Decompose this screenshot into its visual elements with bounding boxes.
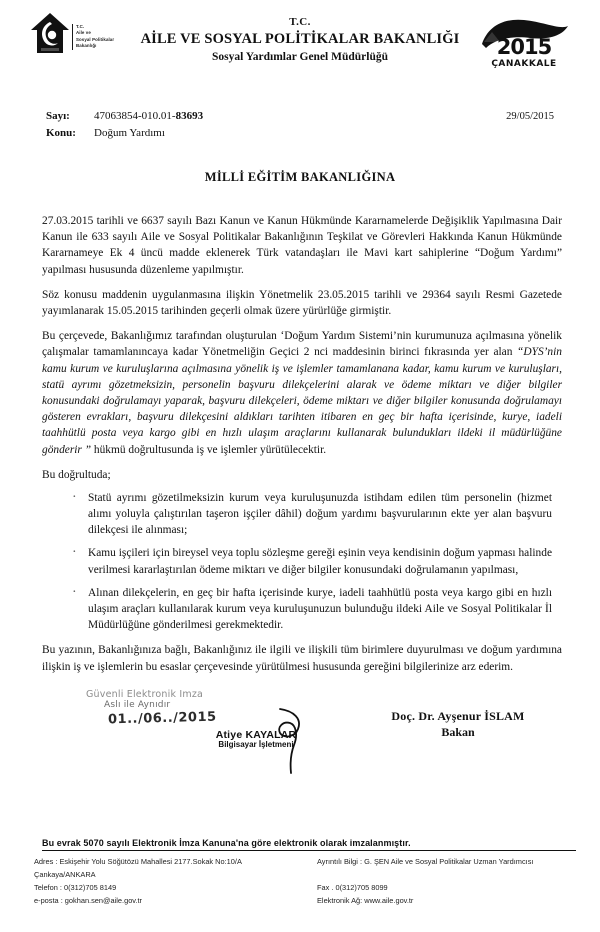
svg-text:ÇANAKKALE: ÇANAKKALE <box>491 59 557 69</box>
document-date: 29/05/2015 <box>506 111 554 122</box>
footer-fax-line: Fax . 0(312)705 8099 <box>317 882 388 892</box>
republic-label: T.C. <box>289 16 311 28</box>
esignature-notice: Bu evrak 5070 sayılı Elektronik İmza Kanuna'na göre elektronik olarak imzalanmıştır. <box>42 838 576 851</box>
list-item: · Alınan dilekçelerin, en geç bir hafta içerisinde kurye, iadeli taahhütlü posta veya kargo gibi en hızlı ulaşım araçları kullanılarak kurum veya kuruluşunuzun bulunduğu ildeki Aile ve Sosyal Politikalar İl Müdürlüğüne gönderilmesi gerekmektedir. <box>88 585 552 634</box>
footer-email-line: e-posta : gokhan.sen@aile.gov.tr <box>34 895 143 905</box>
paragraph-1: 27.03.2015 tarihli ve 6637 sayılı Bazı Kanun ve Kanun Hükmünde Kararnamelerde Değişiklik Yapılmasına Dair Kanun ile 633 sayılı Aile ve Sosyal Politikalar Bakanlığının Teşkilat ve Görevleri Hakkında Kanun Hükmünde Kararnameye Ek 4 üncü madde eklenerek Türk vatandaşları ile Mavi kart sahiplerine “Doğum Yardımı” yapılması hususunda düzenleme yapılmıştır. <box>42 215 562 276</box>
crest-line-3: Sosyal Politikalar <box>76 36 115 42</box>
stamp-handwritten-date: 01../06../2015 <box>107 709 217 728</box>
sayi-value <box>94 108 203 125</box>
ministry-crest <box>30 12 120 60</box>
sayi-row <box>46 108 554 125</box>
svg-text:2015: 2015 <box>496 35 552 59</box>
crest-line-2: Aile ve <box>76 30 91 36</box>
canakkale-2015-logo <box>474 14 574 70</box>
paragraph-3-tail: hükmü doğrultusunda iş ve işlemler yürütülecektir. <box>91 443 327 456</box>
footer-contact-info-line: Ayrıntılı Bilgi : G. ŞEN Aile ve Sosyal Politikalar Uzman Yardımcısı <box>317 857 534 866</box>
document-footer <box>34 856 586 908</box>
document-meta <box>46 108 554 142</box>
footer-right-column <box>303 856 586 908</box>
stamp-line-2: Aslı ile Aynıdır <box>104 699 171 710</box>
paragraph-3 <box>42 328 562 458</box>
crest-line-1: T.C. <box>76 24 85 29</box>
stamp-line-1: Güvenli Elektronik İmza <box>86 688 204 700</box>
sayi-label: Sayı: <box>46 110 70 122</box>
clerk-title: Bilgisayar İşletmeni <box>218 739 294 749</box>
paragraph-3-lead: Bu çerçevede, Bakanlığımız tarafından oluşturulan ‘Doğum Yardım Sistemi’nin kurumunuza açılmasına yönelik çalışmalar tamamlanıncaya kadar Yönetmeliğin Geçici 2 nci maddesinin birinci fıkrasında yer alan <box>42 330 562 359</box>
canakkale-emblem-icon <box>474 14 574 70</box>
sayi-suffix: 83693 <box>175 110 204 122</box>
paragraph-4: Bu doğrultuda; <box>42 468 111 481</box>
konu-value: Doğum Yardımı <box>94 127 165 140</box>
crest-text <box>72 24 114 50</box>
konu-label: Konu: <box>46 127 76 140</box>
instruction-list <box>88 490 552 634</box>
crest-line-4: Bakanlığı <box>76 43 97 49</box>
paragraph-5: Bu yazının, Bakanlığınıza bağlı, Bakanlığınız ile ilgili ve ilişkili tüm birimlere duyurulması ve doğum yardımına ilişkin iş ve işlemlerin bu esaslar çerçevesinde yürütülmesi hususunda gereğini bilgilerinize arz ederim. <box>42 644 562 673</box>
footer-left-column <box>34 856 303 908</box>
certification-stamp <box>86 689 217 726</box>
regulation-quote: “DYS’nin kamu kurum ve kuruluşlarına açılmasına yönelik iş ve işlemler tamamlanana kadar, kamu kurum ve kuruluşları, statü ayrımı gözetmeksizin, personelin başvuru dilekçelerini alarak ve ödeme miktarı ve diğer bilgiler konusundaki doğrulamayı yaparak, başvuru dilekçeleri, ödeme miktarı ve diğer bilgiler konusunda doğrulamayı gösteren evrakları, başvuru dilekçesini aldıkları tarihten itibaren en geç bir hafta içerisinde, kurye, iadeli taahhütlü posta veya kargo gibi en hızlı ulaşım araçlarını kullanarak bulundukları ildeki il müdürlüğüne gönderir ” <box>42 346 562 456</box>
footer-phone-line: Telefon : 0(312)705 8149 <box>34 882 117 892</box>
sayi-prefix: 47063854-010.01- <box>94 110 176 122</box>
signature-zone <box>0 689 600 775</box>
footer-spacer-line <box>317 869 586 882</box>
document-body <box>42 213 562 675</box>
footer-address-line: Adres : Eskişehir Yolu Söğütözü Mahallesi 2177.Sokak No:10/A <box>34 857 242 866</box>
crest-emblem-icon <box>30 12 70 54</box>
clerk-name: Atiye KAYALAR <box>215 728 297 741</box>
footer-web-line: Elektronik Ağ: www.aile.gov.tr <box>317 895 414 905</box>
clerk-block <box>196 729 316 749</box>
list-item: · Kamu işçileri için bireysel veya toplu sözleşme gereği eşinin veya kendisinin doğum yapması halinde verilmesi kararlaştırılan ödeme miktarı ve diğer bilgiler konusundaki doğrulamanın yapılması, <box>88 545 552 577</box>
paragraph-2: Söz konusu maddenin uygulanmasına ilişkin Yönetmelik 23.05.2015 tarihli ve 29364 sayılı Resmi Gazetede yayımlanarak 15.05.2015 tarihinden geçerli olmak üzere yürürlüğe girmiştir. <box>42 288 562 318</box>
addressee-heading: MİLLİ EĞİTİM BAKANLIĞINA <box>204 170 396 185</box>
ministry-name: AİLE VE SOSYAL POLİTİKALAR BAKANLIĞI <box>140 30 460 47</box>
directorate-name: Sosyal Yardımlar Genel Müdürlüğü <box>211 50 389 63</box>
signer-title: Bakan <box>441 724 475 739</box>
signer-block <box>358 709 558 740</box>
footer-city-line: Çankaya/ANKARA <box>34 869 96 879</box>
letterhead <box>0 0 600 92</box>
konu-row <box>46 125 554 142</box>
signer-name: Doç. Dr. Ayşenur İSLAM <box>391 708 525 723</box>
list-item: · Statü ayrımı gözetilmeksizin kurum veya kuruluşunuzda istihdam edilen tüm personelin (hizmet alımı yoluyla çalıştırılan taşeron işçiler dâhil) doğum yardımı başvurularının ekte yer alan başvuru dilekçesi ile alınması; <box>88 490 552 539</box>
